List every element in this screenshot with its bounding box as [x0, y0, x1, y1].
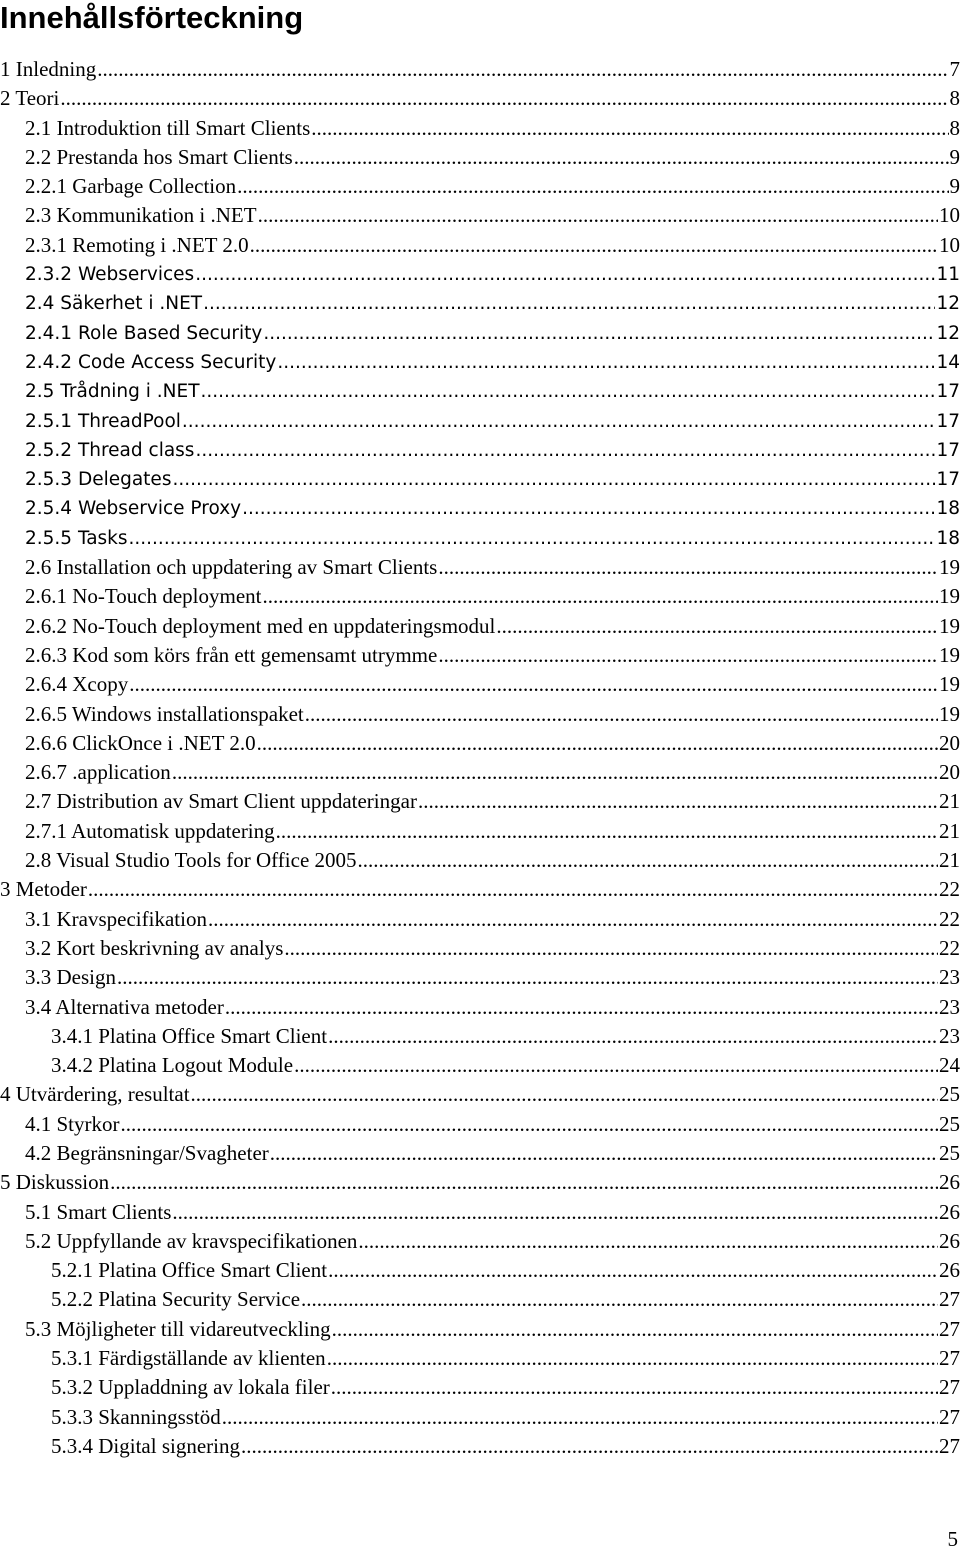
toc-dot-leader — [97, 55, 948, 84]
toc-entry[interactable] — [0, 524, 960, 553]
toc-entry[interactable] — [0, 875, 960, 904]
toc-dot-leader — [195, 260, 935, 289]
page-number: 5 — [948, 1528, 959, 1550]
toc-dot-leader — [201, 377, 936, 406]
toc-entry[interactable] — [0, 114, 960, 143]
toc-entry-page: 23 — [939, 963, 960, 992]
toc-dot-leader — [203, 289, 935, 318]
toc-dot-leader — [301, 1285, 938, 1314]
toc-entry-page: 21 — [939, 817, 960, 846]
toc-entry-page: 9 — [950, 172, 960, 201]
toc-entry[interactable] — [0, 1227, 960, 1256]
toc-dot-leader — [172, 465, 935, 494]
toc-entry[interactable] — [0, 172, 960, 201]
toc-entry-label: 2.5.5 Tasks — [25, 524, 128, 553]
toc-dot-leader — [172, 1198, 938, 1227]
toc-entry[interactable] — [0, 963, 960, 992]
toc-entry[interactable] — [0, 201, 960, 230]
toc-dot-leader — [294, 143, 949, 172]
toc-dot-leader — [331, 1373, 938, 1402]
toc-entry-page: 26 — [939, 1256, 960, 1285]
table-of-contents — [0, 55, 960, 1461]
toc-entry-label: 5.1 Smart Clients — [25, 1198, 171, 1227]
toc-dot-leader — [438, 553, 938, 582]
toc-entry[interactable] — [0, 1051, 960, 1080]
toc-entry[interactable] — [0, 1403, 960, 1432]
toc-entry-page: 27 — [939, 1344, 960, 1373]
toc-entry[interactable] — [0, 817, 960, 846]
toc-dot-leader — [358, 846, 938, 875]
toc-entry[interactable] — [0, 319, 960, 348]
toc-dot-leader — [195, 436, 935, 465]
toc-entry-page: 22 — [939, 875, 960, 904]
toc-entry-label: 4.1 Styrkor — [25, 1110, 120, 1139]
toc-entry-label: 4.2 Begränsningar/Svagheter — [25, 1139, 269, 1168]
toc-entry-label: 2.6.5 Windows installationspaket — [25, 700, 304, 729]
toc-entry-page: 19 — [939, 670, 960, 699]
toc-entry[interactable] — [0, 670, 960, 699]
toc-entry[interactable] — [0, 1110, 960, 1139]
toc-dot-leader — [328, 1256, 938, 1285]
toc-entry[interactable] — [0, 407, 960, 436]
toc-dot-leader — [121, 1110, 939, 1139]
toc-entry-page: 23 — [939, 993, 960, 1022]
toc-entry-label: 5.2.2 Platina Security Service — [51, 1285, 300, 1314]
toc-entry-page: 8 — [950, 114, 960, 143]
toc-entry-label: 3.2 Kort beskrivning av analys — [25, 934, 283, 963]
toc-entry-page: 24 — [939, 1051, 960, 1080]
toc-entry[interactable] — [0, 1168, 960, 1197]
toc-entry-page: 17 — [936, 377, 960, 406]
toc-dot-leader — [358, 1227, 938, 1256]
toc-entry[interactable] — [0, 1080, 960, 1109]
toc-entry-page: 26 — [939, 1227, 960, 1256]
toc-entry-page: 22 — [939, 934, 960, 963]
toc-dot-leader — [88, 875, 938, 904]
toc-entry-label: 3.3 Design — [25, 963, 116, 992]
toc-entry[interactable] — [0, 289, 960, 318]
page-title: Innehållsförteckning — [0, 0, 303, 36]
toc-entry-page: 14 — [936, 348, 960, 377]
toc-dot-leader — [305, 700, 938, 729]
toc-entry-page: 12 — [936, 289, 960, 318]
toc-entry-page: 25 — [939, 1080, 960, 1109]
toc-entry[interactable] — [0, 905, 960, 934]
toc-entry-label: 2.7.1 Automatisk uppdatering — [25, 817, 275, 846]
toc-entry[interactable] — [0, 993, 960, 1022]
toc-dot-leader — [496, 612, 938, 641]
toc-entry-page: 23 — [939, 1022, 960, 1051]
toc-dot-leader — [311, 114, 948, 143]
toc-entry-label: 2.6 Installation och uppdatering av Smart Clients — [25, 553, 437, 582]
toc-entry-label: 3 Metoder — [0, 875, 87, 904]
toc-entry[interactable] — [0, 436, 960, 465]
toc-dot-leader — [241, 1432, 938, 1461]
toc-entry-page: 18 — [936, 494, 960, 523]
toc-entry[interactable] — [0, 143, 960, 172]
toc-entry-label: 2.5.4 Webservice Proxy — [25, 494, 241, 523]
toc-dot-leader — [225, 993, 938, 1022]
toc-entry[interactable] — [0, 465, 960, 494]
toc-entry-page: 7 — [950, 55, 960, 84]
toc-dot-leader — [263, 582, 939, 611]
toc-entry-label: 2.6.7 .application — [25, 758, 171, 787]
toc-entry-label: 2.5.2 Thread class — [25, 436, 194, 465]
toc-entry-page: 19 — [939, 553, 960, 582]
toc-dot-leader — [117, 963, 938, 992]
toc-entry-page: 19 — [939, 641, 960, 670]
toc-dot-leader — [294, 1051, 938, 1080]
toc-entry[interactable] — [0, 729, 960, 758]
toc-entry[interactable] — [0, 1432, 960, 1461]
toc-entry-label: 3.4.2 Platina Logout Module — [51, 1051, 293, 1080]
toc-entry-page: 19 — [939, 612, 960, 641]
toc-entry[interactable] — [0, 1198, 960, 1227]
toc-dot-leader — [276, 817, 938, 846]
toc-entry-page: 17 — [936, 436, 960, 465]
toc-entry-label: 2.6.3 Kod som körs från ett gemensamt utrymme — [25, 641, 437, 670]
toc-entry-label: 3.1 Kravspecifikation — [25, 905, 207, 934]
toc-entry[interactable] — [0, 934, 960, 963]
toc-entry[interactable] — [0, 1256, 960, 1285]
toc-entry-page: 26 — [939, 1168, 960, 1197]
toc-entry-label: 2.1 Introduktion till Smart Clients — [25, 114, 310, 143]
toc-entry[interactable] — [0, 700, 960, 729]
toc-entry[interactable] — [0, 553, 960, 582]
toc-dot-leader — [284, 934, 938, 963]
toc-entry[interactable] — [0, 1373, 960, 1402]
toc-entry[interactable] — [0, 55, 960, 84]
toc-entry-page: 26 — [939, 1198, 960, 1227]
toc-entry-page: 12 — [936, 319, 960, 348]
toc-entry-page: 19 — [939, 700, 960, 729]
toc-entry-page: 27 — [939, 1285, 960, 1314]
toc-entry-label: 2.4 Säkerhet i .NET — [25, 289, 202, 318]
toc-entry-label: 4 Utvärdering, resultat — [0, 1080, 190, 1109]
toc-entry-page: 21 — [939, 787, 960, 816]
toc-entry[interactable] — [0, 758, 960, 787]
toc-entry[interactable] — [0, 494, 960, 523]
toc-entry-label: 2.6.4 Xcopy — [25, 670, 128, 699]
toc-dot-leader — [263, 319, 935, 348]
toc-entry-page: 10 — [939, 231, 960, 260]
toc-entry-page: 25 — [939, 1110, 960, 1139]
toc-entry-label: 2.8 Visual Studio Tools for Office 2005 — [25, 846, 357, 875]
toc-entry-page: 20 — [939, 758, 960, 787]
toc-entry-label: 5.3.1 Färdigställande av klienten — [51, 1344, 326, 1373]
toc-entry-page: 25 — [939, 1139, 960, 1168]
toc-entry-label: 3.4 Alternativa metoder — [25, 993, 224, 1022]
toc-dot-leader — [327, 1344, 938, 1373]
toc-entry-page: 17 — [936, 407, 960, 436]
toc-dot-leader — [129, 670, 938, 699]
toc-entry[interactable] — [0, 1285, 960, 1314]
toc-entry-page: 17 — [936, 465, 960, 494]
toc-entry-label: 5.3 Möjligheter till vidareutveckling — [25, 1315, 331, 1344]
toc-entry-page: 27 — [939, 1315, 960, 1344]
toc-entry-label: 2.4.1 Role Based Security — [25, 319, 262, 348]
toc-dot-leader — [208, 905, 938, 934]
toc-dot-leader — [222, 1403, 938, 1432]
toc-entry-page: 27 — [939, 1432, 960, 1461]
toc-entry-label: 1 Inledning — [0, 55, 96, 84]
toc-dot-leader — [257, 729, 938, 758]
toc-entry-label: 3.4.1 Platina Office Smart Client — [51, 1022, 327, 1051]
toc-entry[interactable] — [0, 612, 960, 641]
toc-entry[interactable] — [0, 582, 960, 611]
toc-entry-page: 27 — [939, 1373, 960, 1402]
toc-entry[interactable] — [0, 1022, 960, 1051]
toc-dot-leader — [332, 1315, 938, 1344]
toc-dot-leader — [270, 1139, 938, 1168]
toc-entry-page: 20 — [939, 729, 960, 758]
toc-entry-label: 2.5 Trådning i .NET — [25, 377, 200, 406]
toc-entry-label: 2.6.1 No-Touch deployment — [25, 582, 262, 611]
toc-dot-leader — [418, 787, 938, 816]
toc-entry[interactable] — [0, 231, 960, 260]
toc-entry-page: 10 — [939, 201, 960, 230]
toc-entry-label: 2.5.3 Delegates — [25, 465, 171, 494]
toc-entry-page: 9 — [950, 143, 960, 172]
toc-entry[interactable] — [0, 641, 960, 670]
toc-dot-leader — [277, 348, 935, 377]
toc-entry-label: 2.3 Kommunikation i .NET — [25, 201, 257, 230]
toc-entry-label: 5.3.2 Uppladdning av lokala filer — [51, 1373, 330, 1402]
toc-dot-leader — [182, 407, 936, 436]
toc-entry[interactable] — [0, 377, 960, 406]
toc-entry-label: 5.2.1 Platina Office Smart Client — [51, 1256, 327, 1285]
toc-entry-page: 27 — [939, 1403, 960, 1432]
toc-entry-label: 2.6.6 ClickOnce i .NET 2.0 — [25, 729, 256, 758]
toc-dot-leader — [129, 524, 936, 553]
toc-entry[interactable] — [0, 84, 960, 113]
toc-dot-leader — [328, 1022, 938, 1051]
toc-entry[interactable] — [0, 846, 960, 875]
toc-entry-label: 2.4.2 Code Access Security — [25, 348, 276, 377]
toc-entry-page: 19 — [939, 582, 960, 611]
toc-entry-page: 18 — [936, 524, 960, 553]
toc-entry-label: 2.5.1 ThreadPool — [25, 407, 181, 436]
toc-dot-leader — [172, 758, 938, 787]
toc-dot-leader — [60, 84, 948, 113]
toc-dot-leader — [191, 1080, 938, 1109]
toc-entry[interactable] — [0, 260, 960, 289]
toc-dot-leader — [237, 172, 948, 201]
toc-entry-label: 2.7 Distribution av Smart Client uppdateringar — [25, 787, 417, 816]
toc-entry-label: 5.2 Uppfyllande av kravspecifikationen — [25, 1227, 357, 1256]
toc-entry-label: 5.3.3 Skanningsstöd — [51, 1403, 221, 1432]
toc-entry-page: 8 — [950, 84, 960, 113]
toc-entry[interactable] — [0, 1315, 960, 1344]
toc-entry-page: 11 — [936, 260, 960, 289]
toc-entry-label: 2.2 Prestanda hos Smart Clients — [25, 143, 293, 172]
toc-entry[interactable] — [0, 348, 960, 377]
toc-entry[interactable] — [0, 1344, 960, 1373]
toc-entry-label: 5.3.4 Digital signering — [51, 1432, 240, 1461]
toc-entry-label: 2.2.1 Garbage Collection — [25, 172, 236, 201]
toc-dot-leader — [110, 1168, 938, 1197]
toc-entry-label: 2.3.2 Webservices — [25, 260, 194, 289]
toc-entry[interactable] — [0, 787, 960, 816]
toc-entry-label: 2.6.2 No-Touch deployment med en uppdateringsmodul — [25, 612, 495, 641]
toc-dot-leader — [438, 641, 938, 670]
toc-entry-label: 5 Diskussion — [0, 1168, 109, 1197]
toc-dot-leader — [258, 201, 938, 230]
toc-entry-page: 22 — [939, 905, 960, 934]
toc-entry[interactable] — [0, 1139, 960, 1168]
toc-entry-page: 21 — [939, 846, 960, 875]
toc-dot-leader — [242, 494, 935, 523]
toc-entry-label: 2 Teori — [0, 84, 59, 113]
toc-dot-leader — [250, 231, 938, 260]
toc-entry-label: 2.3.1 Remoting i .NET 2.0 — [25, 231, 249, 260]
